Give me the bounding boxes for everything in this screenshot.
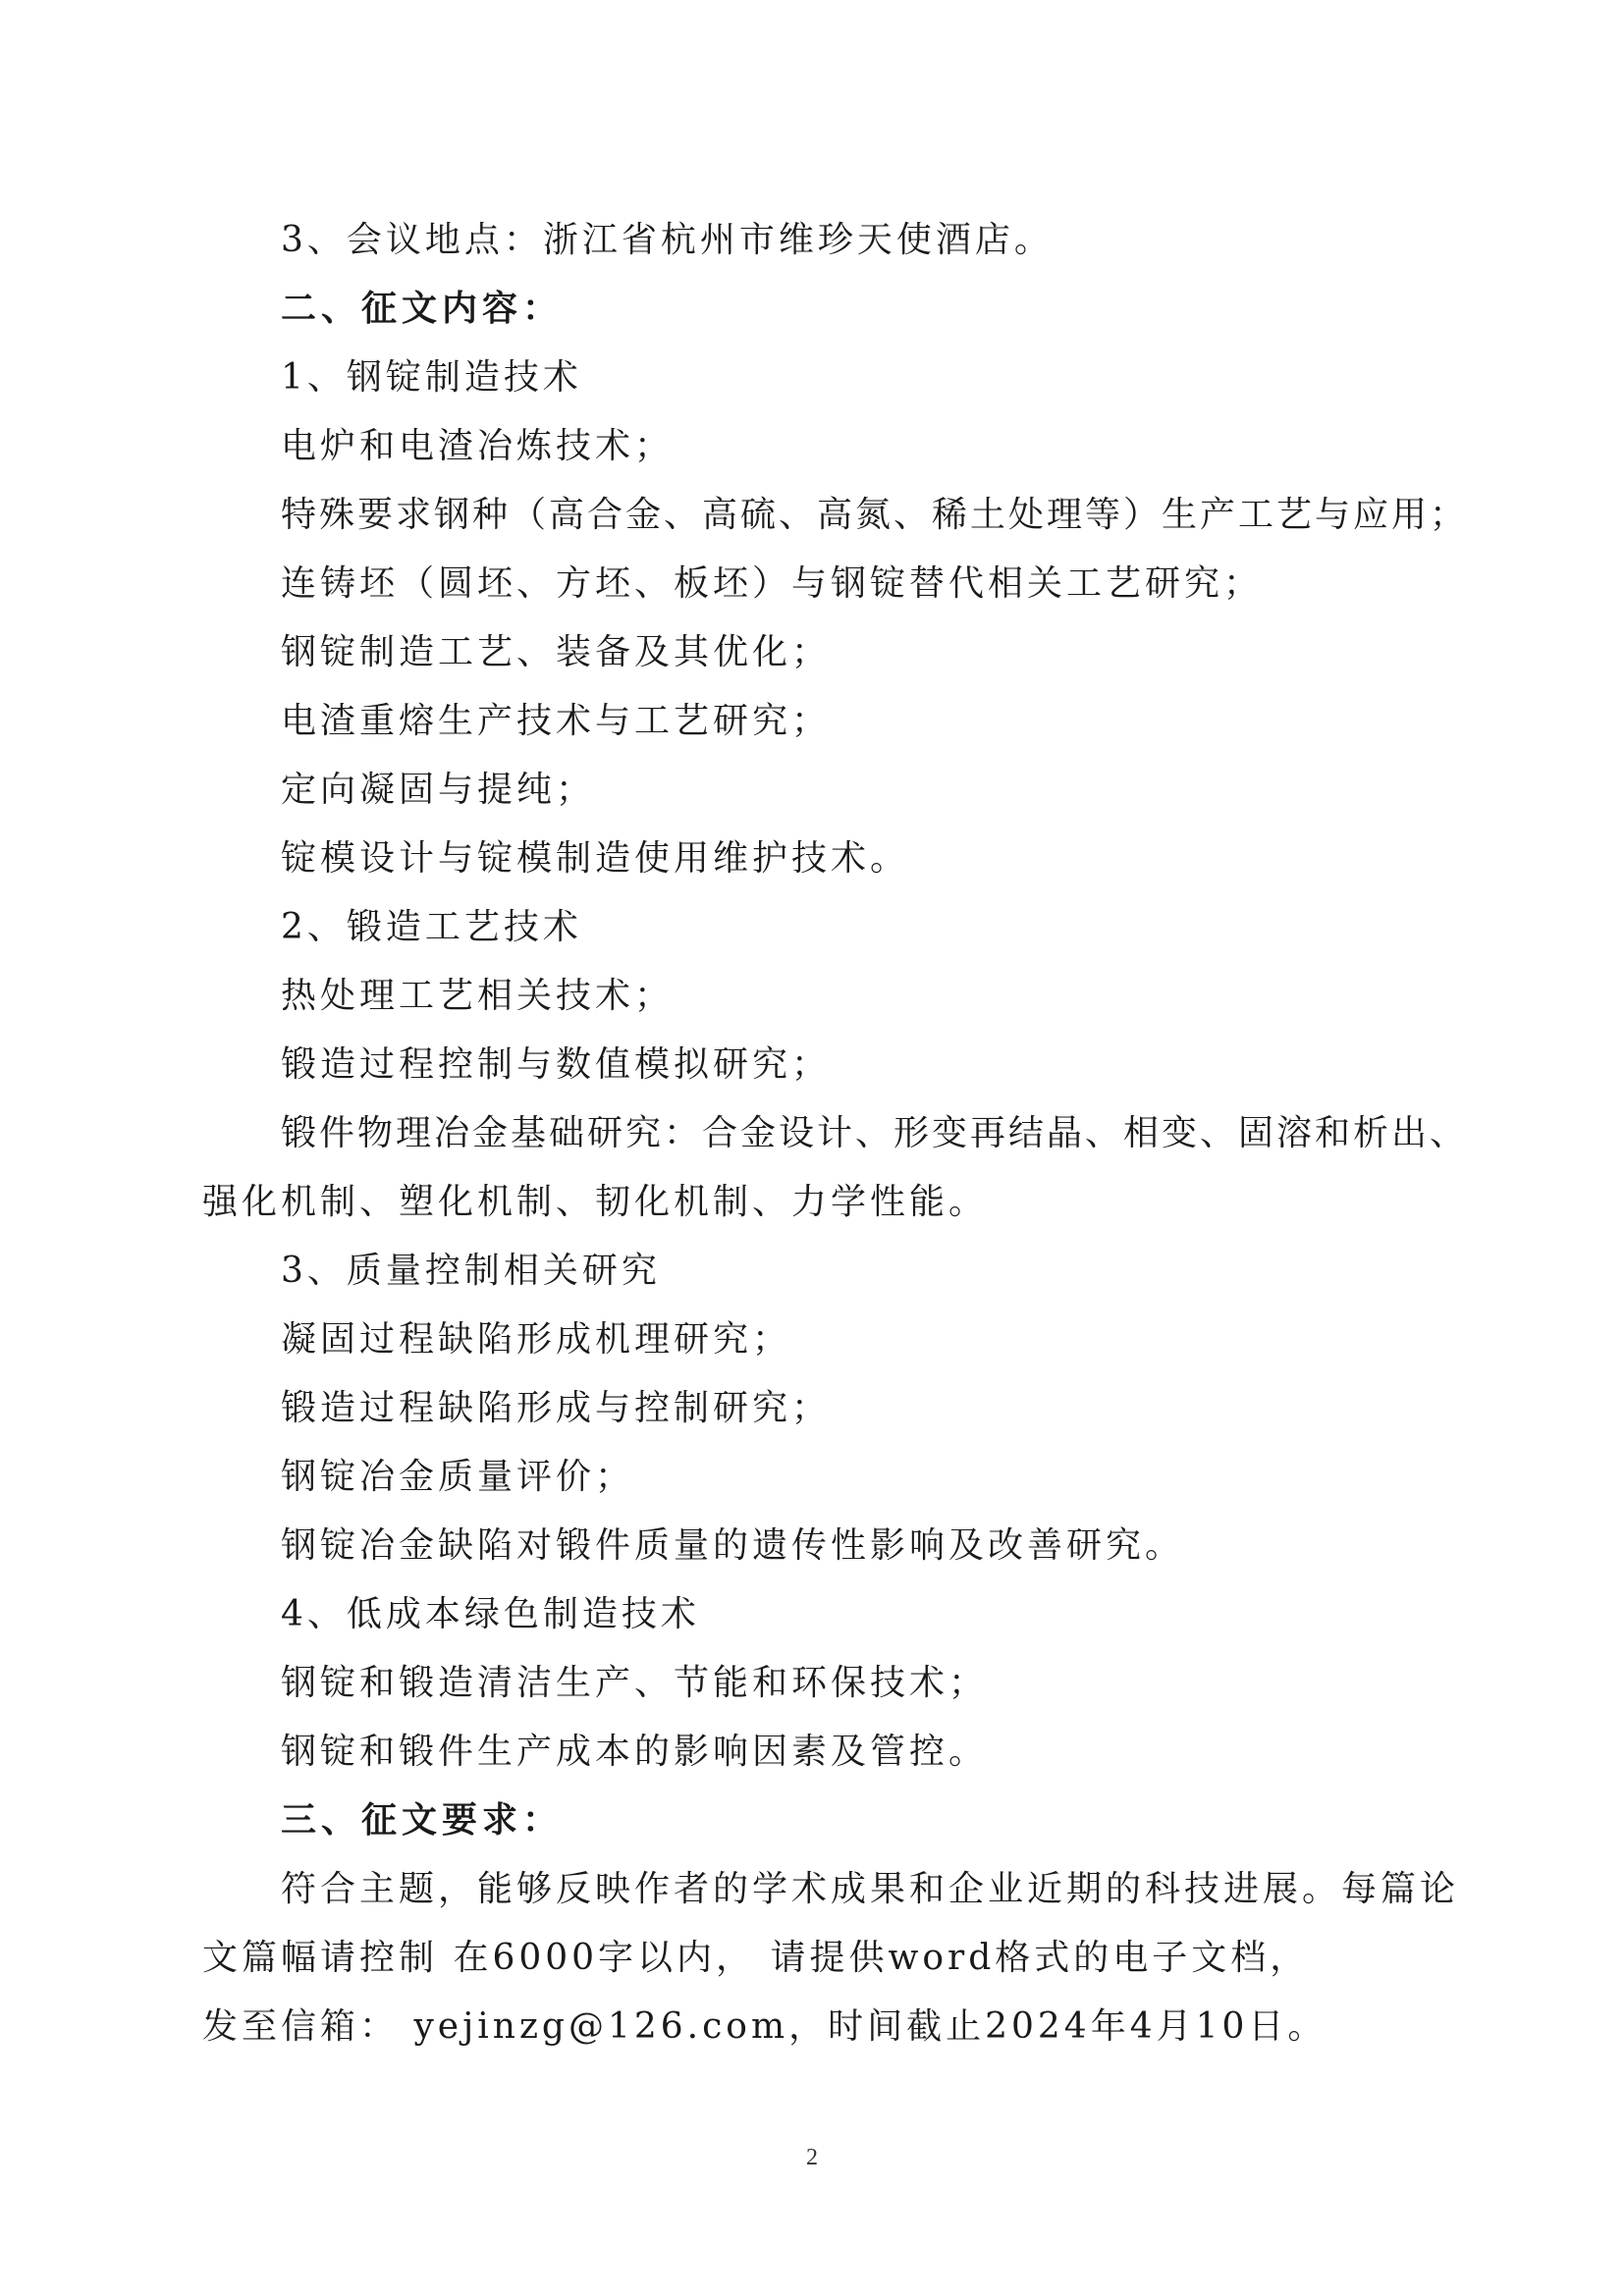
paragraph-line: 锻件物理冶金基础研究：合金设计、形变再结晶、相变、固溶和析出、 <box>281 1113 1469 1153</box>
paragraph-line: 发至信箱： yejinzg@126.com，时间截止2024年4月10日。 <box>202 2006 1327 2047</box>
list-item: 钢锭和锻件生产成本的影响因素及管控。 <box>281 1732 989 1772</box>
list-item: 钢锭冶金质量评价； <box>281 1457 635 1497</box>
subsection-heading: 3、质量控制相关研究 <box>281 1251 661 1291</box>
paragraph-line: 文篇幅请控制 在6000字以内， 请提供word格式的电子文档， <box>202 1938 1310 1978</box>
list-item: 锭模设计与锭模制造使用维护技术。 <box>281 838 910 879</box>
list-item: 锻造过程缺陷形成与控制研究； <box>281 1388 832 1428</box>
page-number: 2 <box>806 2145 818 2170</box>
list-item: 连铸坯（圆坯、方坯、板坯）与钢锭替代相关工艺研究； <box>281 563 1264 604</box>
meeting-location: 3、会议地点：浙江省杭州市维珍天使酒店。 <box>281 220 1054 260</box>
paragraph-line: 符合主题，能够反映作者的学术成果和企业近期的科技进展。每篇论 <box>281 1869 1460 1909</box>
list-item: 特殊要求钢种（高合金、高硫、高氮、稀土处理等）生产工艺与应用； <box>281 495 1469 535</box>
list-item: 锻造过程控制与数值模拟研究； <box>281 1044 832 1085</box>
paragraph-line: 强化机制、塑化机制、韧化机制、力学性能。 <box>202 1182 989 1222</box>
subsection-heading: 2、锻造工艺技术 <box>281 907 582 947</box>
section-heading-requirements: 三、征文要求： <box>281 1800 564 1841</box>
subsection-heading: 1、钢锭制造技术 <box>281 357 582 398</box>
list-item: 热处理工艺相关技术； <box>281 976 675 1016</box>
list-item: 钢锭制造工艺、装备及其优化； <box>281 632 832 672</box>
list-item: 定向凝固与提纯； <box>281 770 596 810</box>
list-item: 电炉和电渣冶炼技术； <box>281 426 675 466</box>
section-heading-content: 二、征文内容： <box>281 289 564 329</box>
subsection-heading: 4、低成本绿色制造技术 <box>281 1594 700 1634</box>
list-item: 钢锭冶金缺陷对锻件质量的遗传性影响及改善研究。 <box>281 1525 1185 1566</box>
list-item: 凝固过程缺陷形成机理研究； <box>281 1319 792 1360</box>
list-item: 钢锭和锻造清洁生产、节能和环保技术； <box>281 1663 989 1703</box>
list-item: 电渣重熔生产技术与工艺研究； <box>281 701 832 741</box>
